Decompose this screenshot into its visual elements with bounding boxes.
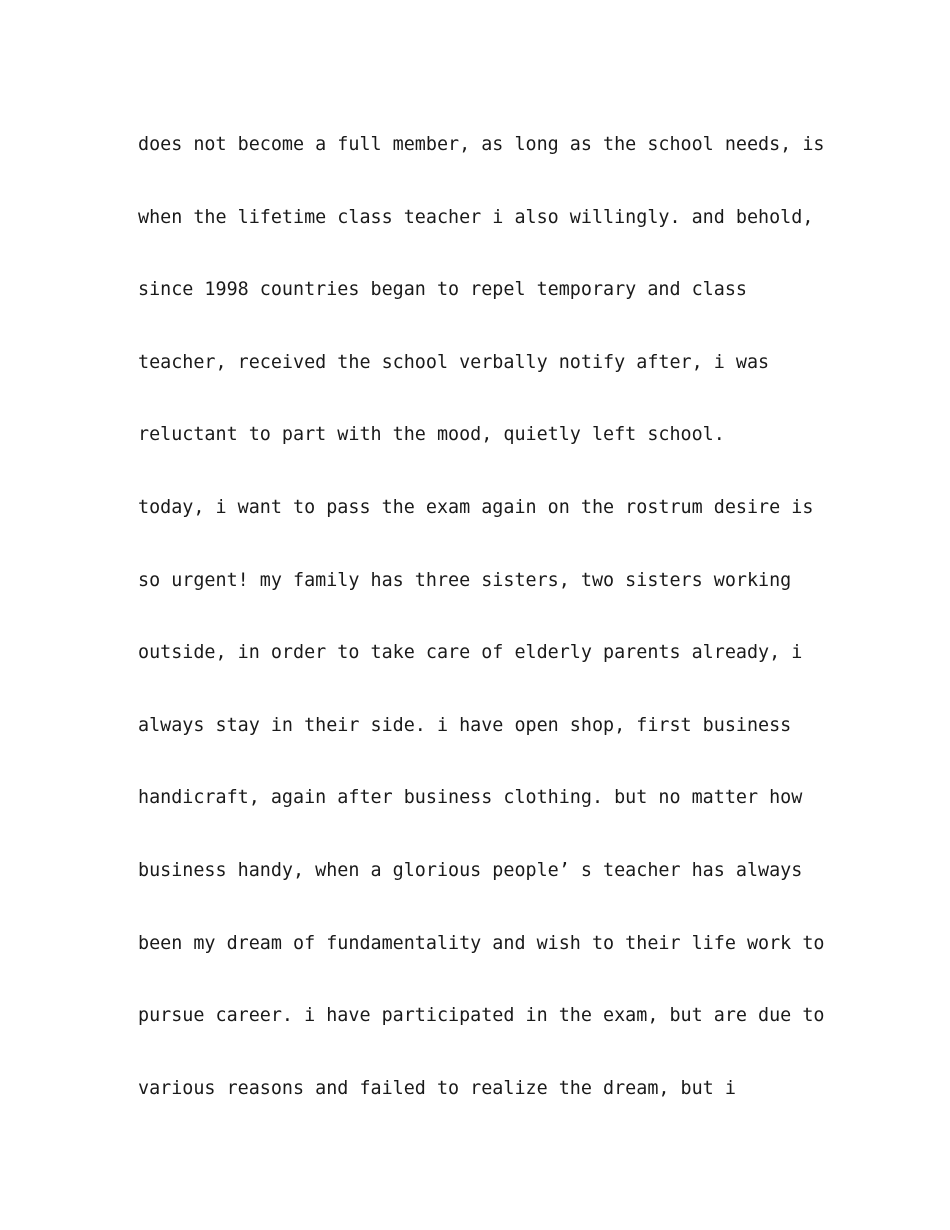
text-line-6: today, i want to pass the exam again on the rostrum desire is (138, 496, 814, 518)
body-text (138, 126, 838, 1142)
text-line-2: when the lifetime class teacher i also willingly. and behold, (138, 206, 814, 228)
text-line-8: outside, in order to take care of elderly parents already, i (138, 642, 803, 664)
text-line-5: reluctant to part with the mood, quietly left school. (138, 424, 725, 446)
text-line-11: business handy, when a glorious people’ s teacher has always (138, 859, 803, 881)
text-line-14: various reasons and failed to realize the dream, but i (138, 1077, 736, 1099)
text-line-12: been my dream of fundamentality and wish to their life work to (138, 932, 825, 954)
text-line-4: teacher, received the school verbally notify after, i was (138, 351, 770, 373)
text-line-10: handicraft, again after business clothing. but no matter how (138, 787, 803, 809)
text-line-7: so urgent! my family has three sisters, two sisters working (138, 569, 792, 591)
text-line-9: always stay in their side. i have open shop, first business (138, 714, 792, 736)
text-line-3: since 1998 countries began to repel temporary and class (138, 279, 747, 301)
text-line-13: pursue career. i have participated in the exam, but are due to (138, 1005, 825, 1027)
text-line-1: does not become a full member, as long as the school needs, is (138, 134, 825, 155)
